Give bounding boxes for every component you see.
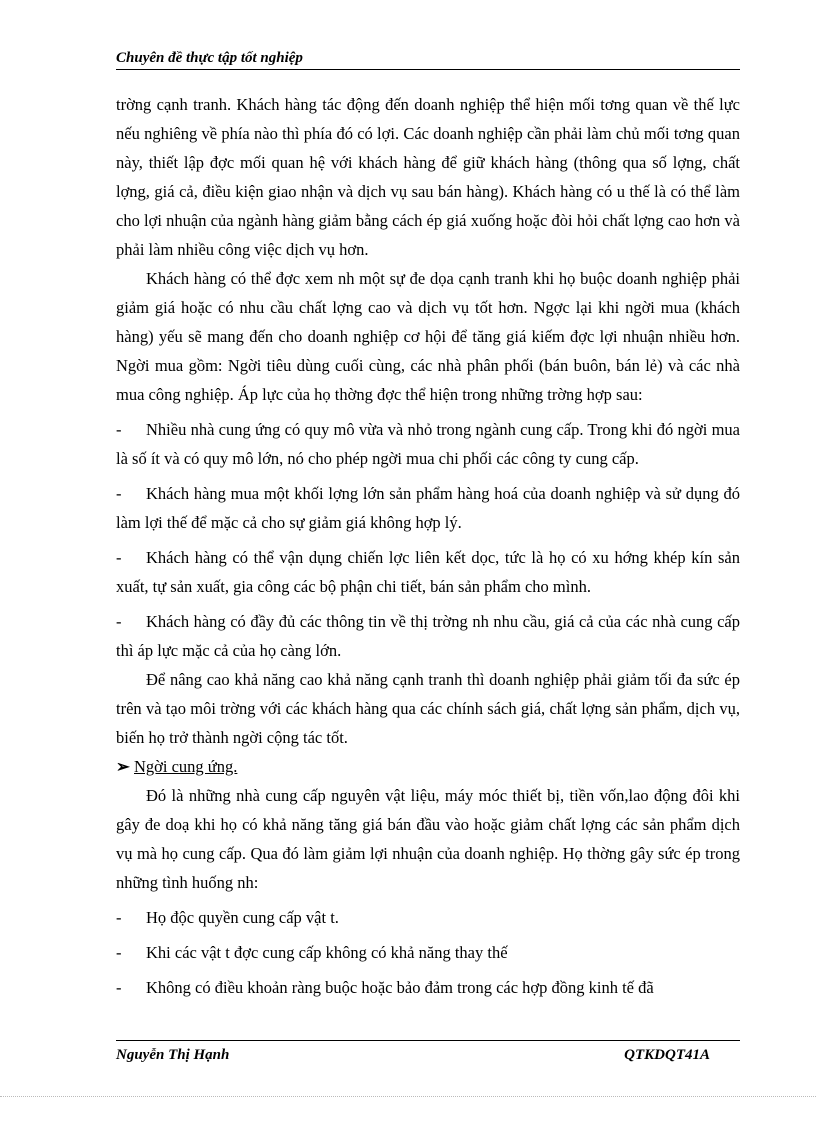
heading-text: Ngời cung ứng. (134, 757, 238, 776)
bullet-dash: - (116, 548, 122, 567)
bullet-text: Khách hàng mua một khối lợng lớn sản phẩm hàng hoá của doanh nghiệp và sử dụng đó làm lợi thế để mặc cả cho sự giảm giá không hợp lý. (116, 484, 740, 532)
bullet-item-1 (116, 415, 740, 473)
bullet-dash: - (116, 484, 122, 503)
bullet-item-4 (116, 607, 740, 665)
bullet-dash: - (116, 612, 122, 631)
arrow-bullet-icon: ➢ (116, 757, 130, 776)
bullet-text: Khách hàng có thể vận dụng chiến lợc liên kết dọc, tức là họ có xu hớng khép kín sản xuất, tự sản xuất, gia công các bộ phận chi tiết, bán sản phẩm cho mình. (116, 548, 740, 596)
page-header (116, 48, 740, 70)
bullet-item-7 (116, 973, 740, 1002)
bullet-dash: - (116, 978, 122, 997)
document-body (116, 90, 740, 1002)
paragraph-1: trờng cạnh tranh. Khách hàng tác động đến doanh nghiệp thể hiện mối tơng quan về thế lực nếu nghiêng về phía nào thì phía đó có lợi. Các doanh nghiệp cần phải làm chủ mối tơng quan này, thiết lập đợc mối quan hệ với khách hàng để giữ khách hàng (thông qua số lợng, chất lợng, giá cả, điều kiện giao nhận và dịch vụ sau bán hàng). Khách hàng có u thế là có thể làm cho lợi nhuận của ngành hàng giảm bằng cách ép giá xuống hoặc đòi hỏi chất lợng cao hơn và phải làm nhiều công việc dịch vụ hơn. (116, 95, 740, 259)
paragraph-4: Đó là những nhà cung cấp nguyên vật liệu, máy móc thiết bị, tiền vốn,lao động đôi khi gây đe doạ khi họ có khả năng tăng giá bán đầu vào hoặc giảm chất lợng các sản phẩm dịch vụ mà họ cung cấp. Qua đó làm giảm lợi nhuận của doanh nghiệp. Họ thờng gây sức ép trong những tình huống nh: (116, 786, 740, 892)
bullet-dash: - (116, 908, 122, 927)
paragraph-2: Khách hàng có thể đợc xem nh một sự đe dọa cạnh tranh khi họ buộc doanh nghiệp phải giảm giá hoặc có nhu cầu chất lợng cao và dịch vụ tốt hơn. Ngợc lại khi ngời mua (khách hàng) yếu sẽ mang đến cho doanh nghiệp cơ hội để tăng giá kiếm đợc lợi nhuận nhiều hơn. Ngời mua gồm: Ngời tiêu dùng cuối cùng, các nhà phân phối (bán buôn, bán lẻ) và các nhà mua công nghiệp. Áp lực của họ thờng đợc thể hiện trong những trờng hợp sau: (116, 269, 740, 404)
bullet-item-2 (116, 479, 740, 537)
bullet-item-6 (116, 938, 740, 967)
bullet-dash: - (116, 943, 122, 962)
footer-class-code: QTKDQT41A (624, 1047, 710, 1063)
bullet-text: Không có điều khoản ràng buộc hoặc bảo đảm trong các hợp đồng kinh tế đã (146, 978, 654, 997)
section-heading (116, 752, 740, 781)
bullet-item-3 (116, 543, 740, 601)
bullet-text: Khi các vật t đợc cung cấp không có khả năng thay thế (146, 943, 508, 962)
bullet-item-5 (116, 903, 740, 932)
header-title: Chuyên đề thực tập tốt nghiệp (116, 50, 303, 66)
page-bottom-divider (0, 1096, 816, 1097)
footer-author: Nguyễn Thị Hạnh (116, 1047, 230, 1063)
bullet-dash: - (116, 420, 122, 439)
bullet-text: Nhiều nhà cung ứng có quy mô vừa và nhỏ trong ngành cung cấp. Trong khi đó ngời mua là số ít và có quy mô lớn, nó cho phép ngời mua chi phối các công ty cung cấp. (116, 420, 740, 468)
bullet-text: Họ độc quyền cung cấp vật t. (146, 908, 339, 927)
page-footer (116, 1040, 740, 1065)
bullet-text: Khách hàng có đầy đủ các thông tin về thị trờng nh nhu cầu, giá cả của các nhà cung cấp thì áp lực mặc cả của họ càng lớn. (116, 612, 740, 660)
paragraph-3: Để nâng cao khả năng cao khả năng cạnh tranh thì doanh nghiệp phải giảm tối đa sức ép trên và tạo môi trờng với các khách hàng qua các chính sách giá, chất lợng sản phẩm, dịch vụ, biến họ trở thành ngời cộng tác tốt. (116, 670, 740, 747)
